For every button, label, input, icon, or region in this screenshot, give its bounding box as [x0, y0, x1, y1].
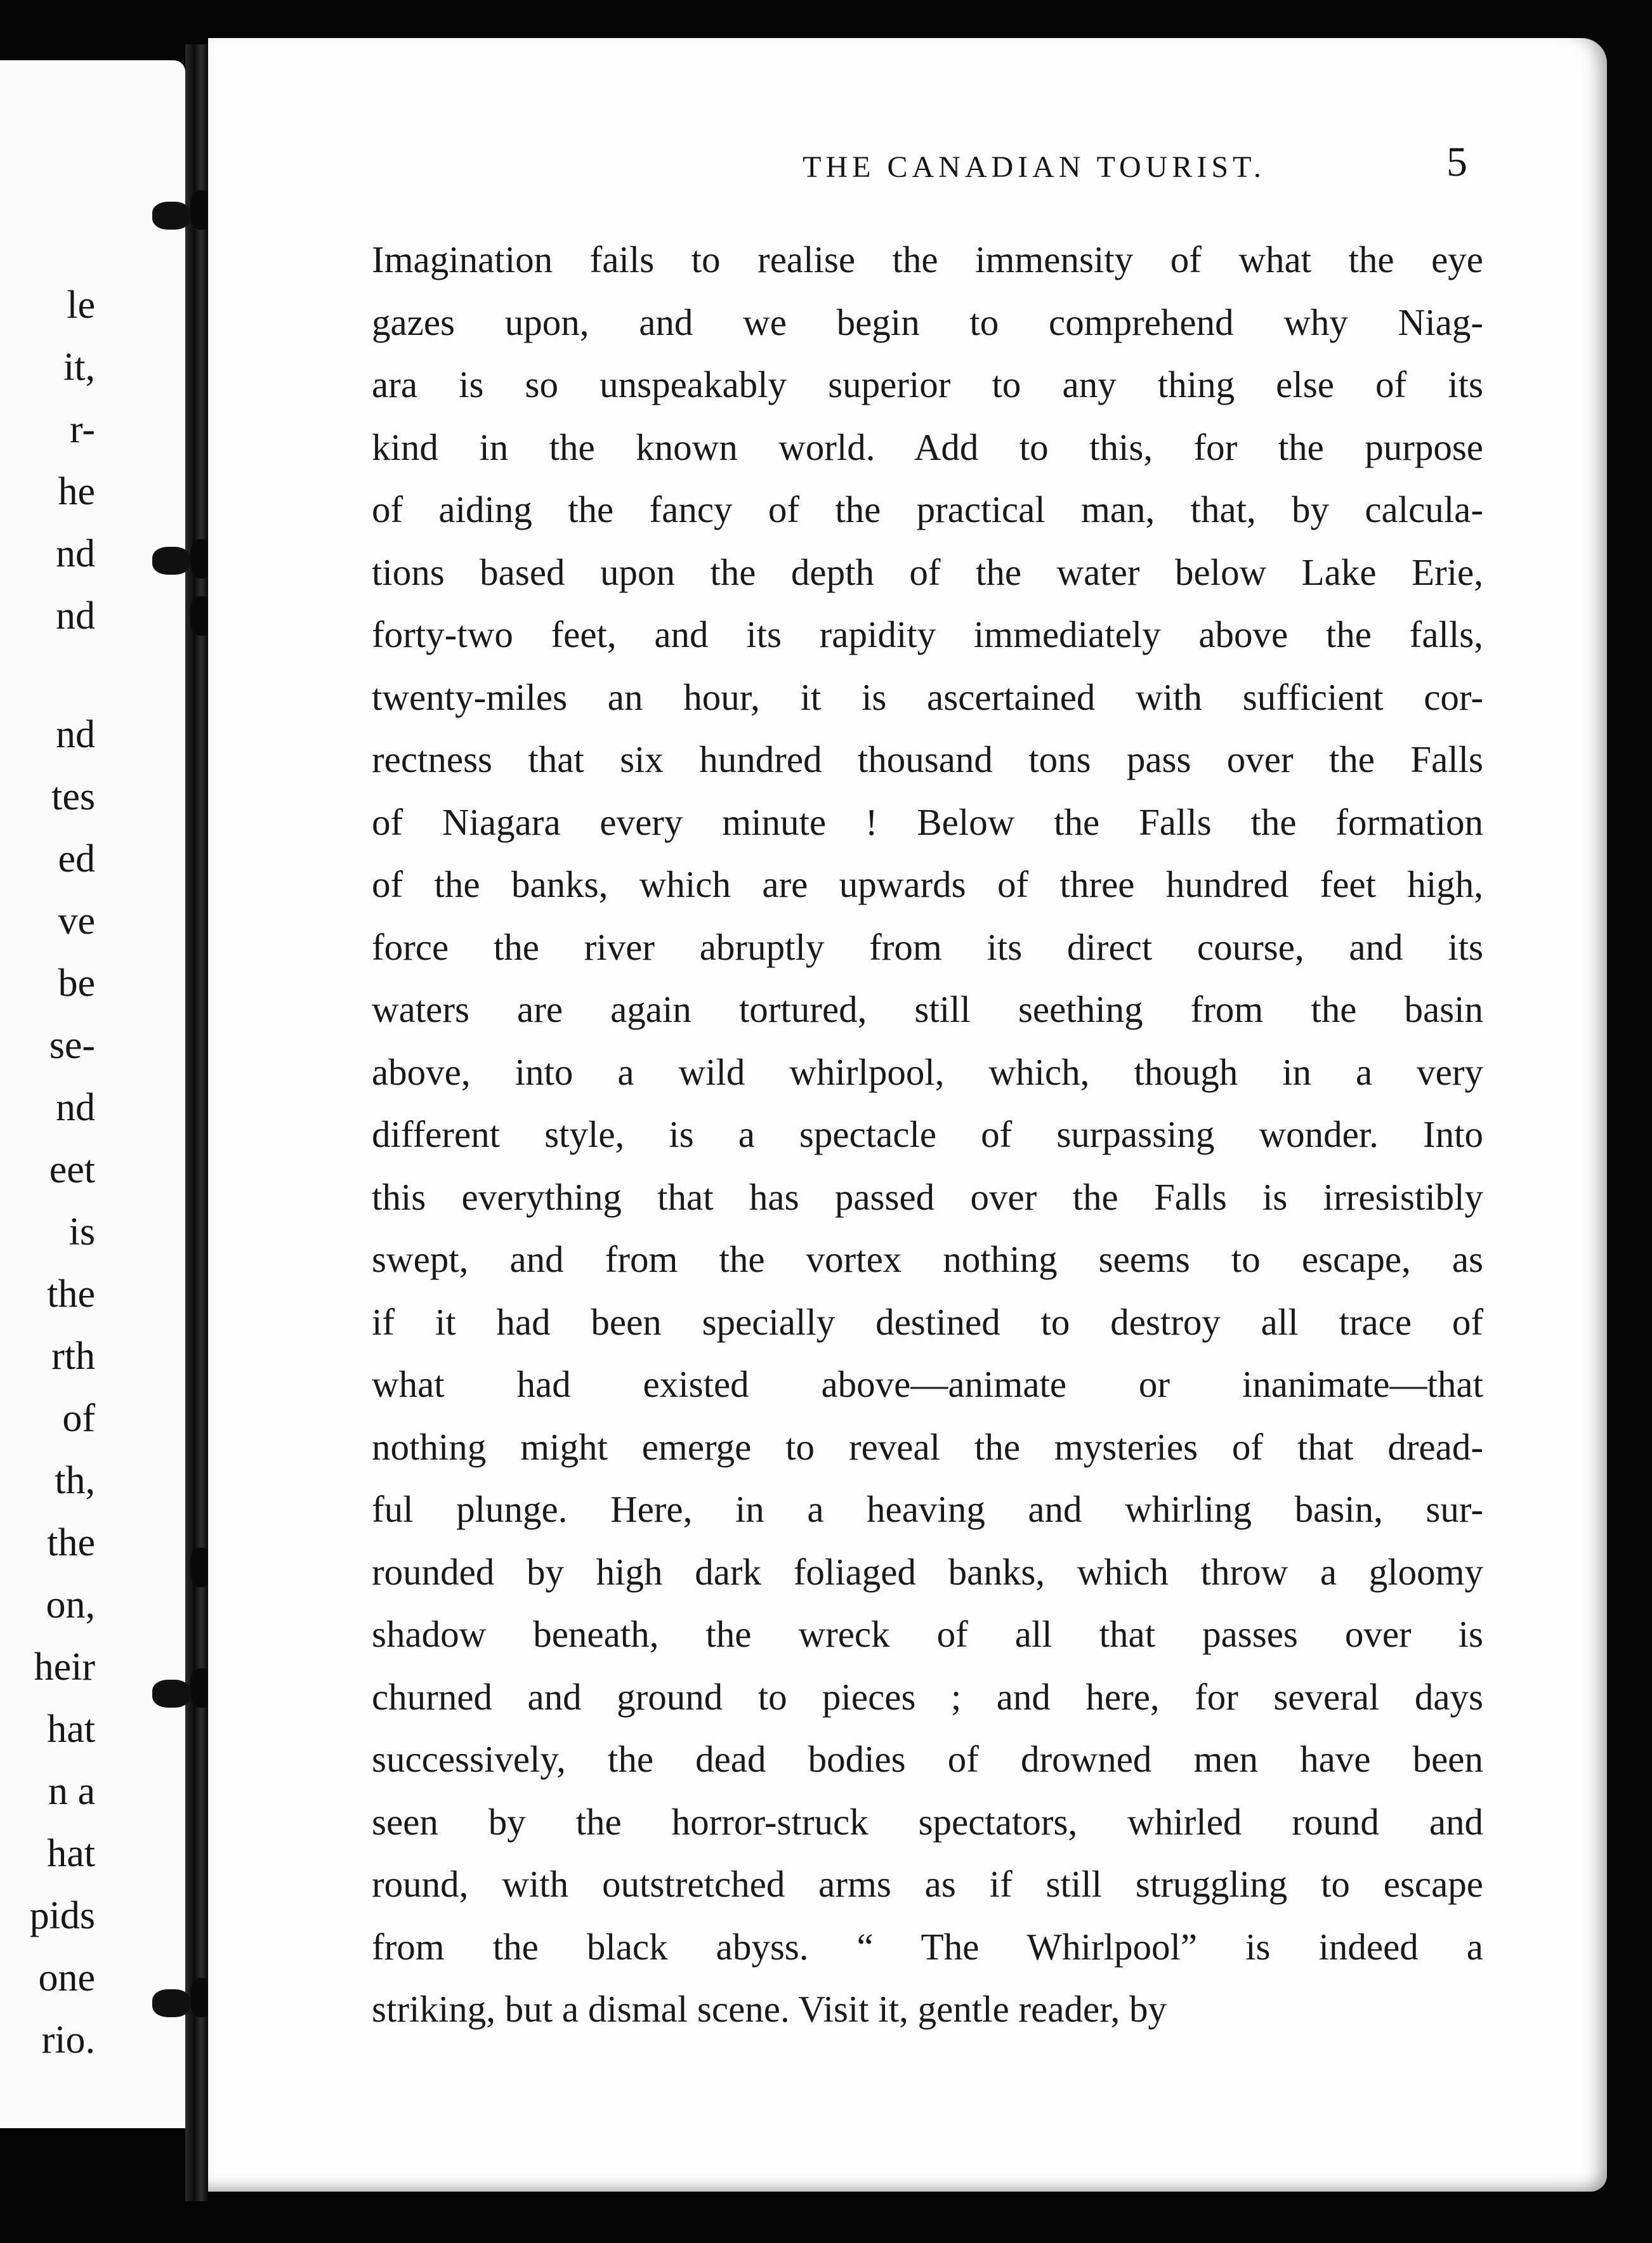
text-line: nothing might emerge to reveal the mysteries of that dread-	[372, 1425, 1483, 1468]
left-page-line: hat	[47, 1832, 95, 1875]
binding-stitch	[152, 202, 190, 230]
text-line: above, into a wild whirlpool, which, though in a very	[372, 1050, 1483, 1093]
left-page-line: le	[67, 284, 95, 327]
book-spine	[185, 44, 208, 2201]
left-page-line: r-	[69, 408, 95, 451]
left-page-line: rio.	[41, 2018, 95, 2062]
text-line: tions based upon the depth of the water below Lake Erie,	[372, 551, 1483, 593]
text-line: if it had been specially destined to destroy all trace of	[372, 1300, 1483, 1343]
left-page-line: nd	[56, 713, 95, 756]
left-page-line: on,	[46, 1583, 95, 1626]
left-page-line: tes	[51, 775, 95, 818]
left-page	[0, 60, 185, 2128]
text-line: round, with outstretched arms as if still struggling to escape	[372, 1863, 1483, 1905]
left-page-line: heir	[34, 1645, 95, 1689]
body-text	[372, 228, 1483, 2041]
left-page-line: of	[62, 1397, 95, 1440]
left-page-line: nd	[56, 1086, 95, 1129]
binding-stitch	[152, 1989, 190, 2017]
text-line: kind in the known world. Add to this, for the purpose	[372, 426, 1483, 468]
left-page-line: the	[47, 1272, 95, 1316]
text-line: of Niagara every minute ! Below the Falls the formation	[372, 801, 1483, 843]
text-line: seen by the horror-struck spectators, whirled round and	[372, 1800, 1483, 1843]
text-line: striking, but a dismal scene. Visit it, gentle reader, by	[372, 1988, 1167, 2030]
text-line: waters are again tortured, still seething from the basin	[372, 988, 1483, 1030]
text-line: rectness that six hundred thousand tons pass over the Falls	[372, 738, 1483, 780]
text-line: force the river abruptly from its direct course, and its	[372, 925, 1483, 968]
text-line: shadow beneath, the wreck of all that passes over is	[372, 1613, 1483, 1655]
binding-stitch	[152, 547, 190, 575]
right-page	[208, 38, 1607, 2192]
text-line: ara is so unspeakably superior to any thing else of its	[372, 363, 1483, 405]
left-page-line: se-	[49, 1024, 95, 1067]
page-number: 5	[1446, 139, 1467, 185]
left-page-line: ve	[58, 899, 95, 943]
text-line: forty-two feet, and its rapidity immediately above the falls,	[372, 613, 1483, 655]
binding-stitch	[152, 1680, 190, 1708]
text-line: of the banks, which are upwards of three hundred feet high,	[372, 863, 1483, 905]
left-page-line: the	[47, 1521, 95, 1564]
left-page-line: he	[58, 470, 95, 513]
left-page-line: pids	[29, 1894, 95, 1937]
running-head: THE CANADIAN TOURIST.	[803, 150, 1266, 184]
text-line: this everything that has passed over the Falls is irresistibly	[372, 1175, 1483, 1218]
text-line: different style, is a spectacle of surpassing wonder. Into	[372, 1113, 1483, 1155]
text-line: Imagination fails to realise the immensity of what the eye	[372, 239, 1483, 280]
left-page-line: nd	[56, 532, 95, 575]
left-page-line: n a	[48, 1770, 95, 1813]
left-page-line: nd	[56, 594, 95, 638]
left-page-line: is	[69, 1210, 95, 1253]
left-page-line: hat	[47, 1708, 95, 1751]
left-page-line: th,	[55, 1459, 95, 1502]
left-page-line: one	[38, 1956, 95, 1999]
text-line: of aiding the fancy of the practical man, that, by calcula-	[372, 488, 1483, 530]
left-page-line: eet	[49, 1148, 95, 1191]
text-line: twenty-miles an hour, it is ascertained with sufficient cor-	[372, 676, 1483, 718]
left-page-line: rth	[51, 1335, 95, 1378]
text-line: successively, the dead bodies of drowned men have been	[372, 1738, 1483, 1780]
text-line: from the black abyss. “ The Whirlpool” is indeed a	[372, 1925, 1483, 1968]
left-page-line: be	[58, 962, 95, 1005]
text-line: churned and ground to pieces ; and here, for several days	[372, 1675, 1483, 1718]
text-line: rounded by high dark foliaged banks, which throw a gloomy	[372, 1550, 1483, 1593]
text-line: ful plunge. Here, in a heaving and whirling basin, sur-	[372, 1488, 1483, 1530]
text-line: what had existed above—animate or inanimate—that	[372, 1363, 1483, 1405]
text-line: swept, and from the vortex nothing seems to escape, as	[372, 1238, 1483, 1280]
left-page-line: it,	[63, 346, 95, 389]
left-page-line: ed	[58, 837, 95, 880]
text-line: gazes upon, and we begin to comprehend why Niag-	[372, 301, 1483, 343]
